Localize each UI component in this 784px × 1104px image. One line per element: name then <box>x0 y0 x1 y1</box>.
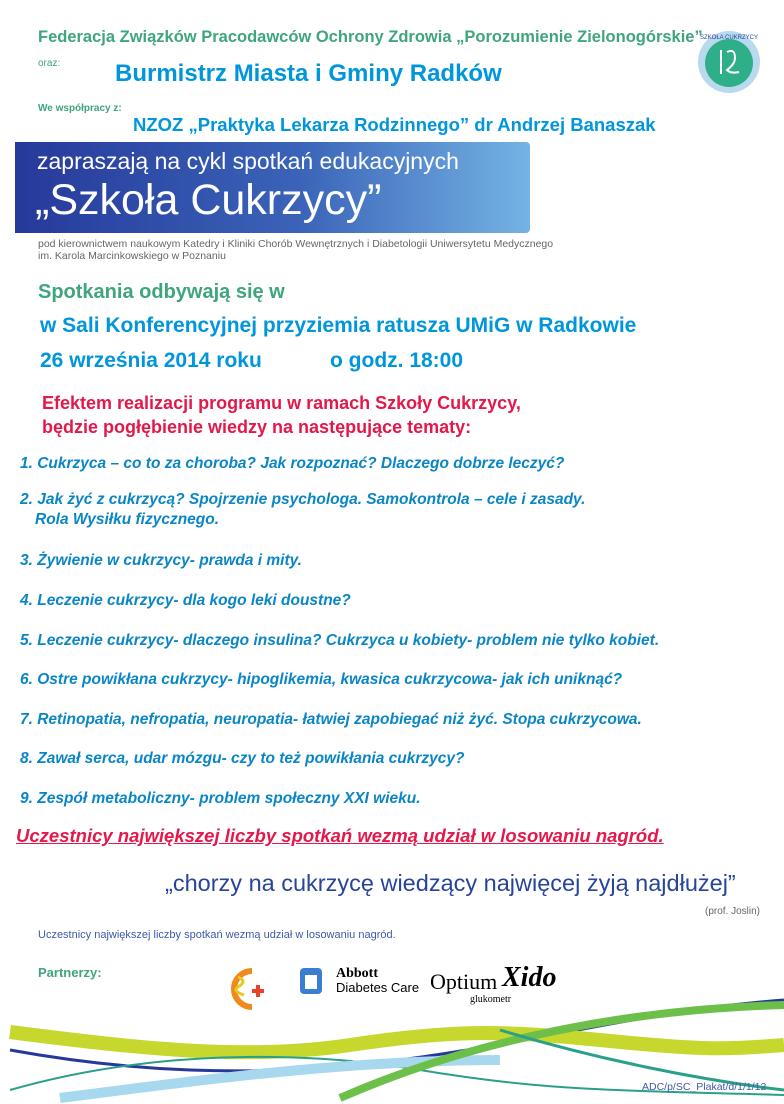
federation-name: Federacja Związków Pracodawców Ochrony Zdrowia „Porozumienie Zielonogórskie” <box>38 28 703 46</box>
venue-place: w Sali Konferencyjnej przyziemia ratusza UMiG w Radkowie <box>40 314 637 337</box>
partners-label: Partnerzy: <box>38 965 102 980</box>
partner-clinic: NZOZ „Praktyka Lekarza Rodzinnego” dr Andrzej Banaszak <box>133 114 656 135</box>
topic-2-cont: Rola Wysiłku fizycznego. <box>35 511 220 528</box>
cooperation-label: We współpracy z: <box>38 103 122 114</box>
glukometr-label: glukometr <box>470 994 512 1005</box>
topic-5: 5. Leczenie cukrzycy- dlaczego insulina? Cukrzyca u kobiety- problem nie tylko kobiet. <box>20 632 660 649</box>
venue-date: 26 września 2014 roku <box>40 349 262 372</box>
banner-invitation: zapraszają na cykl spotkań edukacyjnych <box>37 148 459 174</box>
prize-note: Uczestnicy największej liczby spotkań wezmą udział w losowaniu nagród. <box>38 929 396 941</box>
xido-brand: Xido <box>502 962 557 993</box>
title-banner <box>15 142 530 233</box>
svg-text:SZKOŁA CUKRZYCY: SZKOŁA CUKRZYCY <box>699 35 759 41</box>
venue-time: o godz. 18:00 <box>330 349 464 372</box>
topic-2: 2. Jak żyć z cukrzycą? Spojrzenie psychologa. Samokontrola – cele i zasady. <box>20 491 586 508</box>
topic-3: 3. Żywienie w cukrzycy- prawda i mity. <box>20 552 302 569</box>
optium-brand: Optium <box>430 969 498 994</box>
oraz-label: oraz: <box>38 58 61 69</box>
banner-title: „Szkoła Cukrzycy” <box>35 176 382 224</box>
program-intro-1: Efektem realizacji programu w ramach Szkoły Cukrzycy, <box>42 393 521 413</box>
mayor-title: Burmistrz Miasta i Gminy Radków <box>115 60 502 87</box>
topic-1: 1. Cukrzyca – co to za choroba? Jak rozpoznać? Dlaczego dobrze leczyć? <box>20 455 565 472</box>
szkola-cukrzycy-logo <box>697 30 761 94</box>
supervision-line1: pod kierownictwem naukowym Katedry i Kliniki Chorób Wewnętrznych i Diabetologii Uniwersytetu Medycznego <box>38 238 554 250</box>
venue-label: Spotkania odbywają się w <box>38 281 285 303</box>
supervision-line2: im. Karola Marcinkowskiego w Poznaniu <box>38 250 226 262</box>
program-intro-2: będzie pogłębienie wiedzy na następujące tematy: <box>42 417 472 437</box>
abbott-name: Abbott <box>336 966 379 981</box>
topic-4: 4. Leczenie cukrzycy- dla kogo leki doustne? <box>20 592 351 609</box>
topic-7: 7. Retinopatia, nefropatia, neuropatia- łatwiej zapobiegać niż żyć. Stopa cukrzycowa. <box>20 711 642 728</box>
document-code: ADC/p/SC_Plakat/d/1/1/12 <box>642 1081 767 1093</box>
quote-author: (prof. Joslin) <box>705 906 761 917</box>
quote: „chorzy na cukrzycę wiedzący najwięcej żyją najdłużej” <box>165 870 736 896</box>
topic-8: 8. Zawał serca, udar mózgu- czy to też powikłania cukrzycy? <box>20 750 465 767</box>
abbott-subtitle: Diabetes Care <box>336 980 420 995</box>
topic-9: 9. Zespół metaboliczny- problem społeczny XXI wieku. <box>20 790 421 807</box>
prize-highlight: Uczestnicy największej liczby spotkań wezmą udział w losowaniu nagród. <box>16 825 664 846</box>
topic-6: 6. Ostre powikłana cukrzycy- hipoglikemia, kwasica cukrzycowa- jak ich uniknąć? <box>20 671 623 688</box>
